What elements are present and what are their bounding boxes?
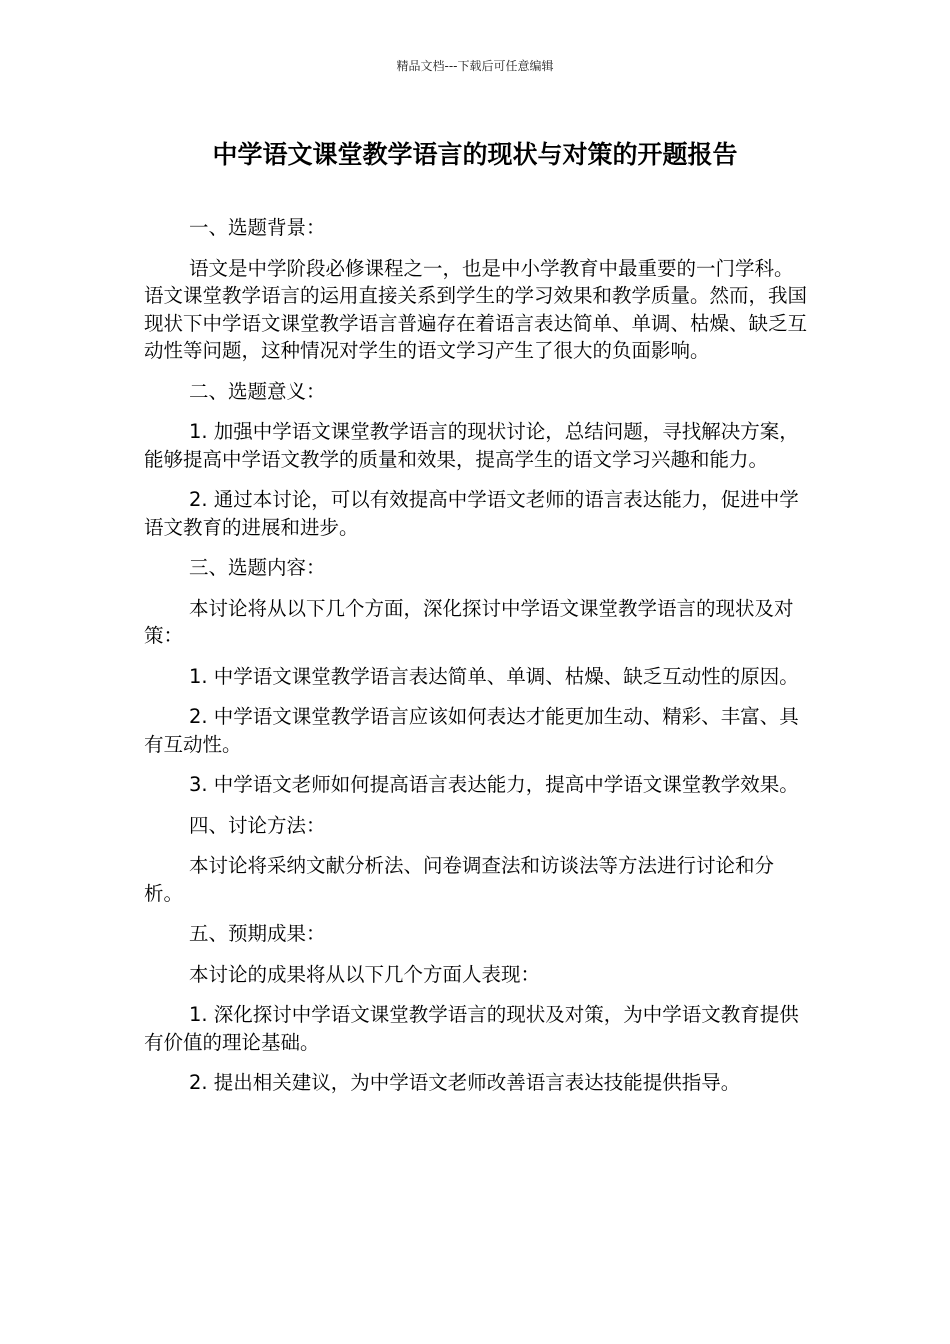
header-note: 精品文档---下载后可任意编辑 [396, 59, 554, 73]
list-item-content-3: 3. 中学语文老师如何提高语言表达能力，提高中学语文课堂教学效果。 [189, 773, 799, 796]
paragraph-outcomes-intro: 本讨论的成果将从以下几个方面人表现： [189, 962, 541, 986]
section-heading-significance: 二、选题意义： [189, 379, 326, 403]
section-heading-background: 一、选题背景： [189, 216, 326, 239]
list-item-content-2: 2. 中学语文课堂教学语言应该如何表达才能更加生动、精彩、丰富、具有互动性。 [144, 705, 799, 756]
section-heading-content: 三、选题内容： [189, 556, 326, 579]
section-heading-method: 四、讨论方法： [189, 813, 326, 837]
page-title: 中学语文课堂教学语言的现状与对策的开题报告 [212, 140, 738, 169]
document-body [144, 214, 808, 1110]
list-item-significance-2: 2. 通过本讨论，可以有效提高中学语文老师的语言表达能力，促进中学语文教育的进展和进步。 [144, 488, 799, 539]
paragraph-background: 语文是中学阶段必修课程之一，也是中小学教育中最重要的一门学科。语文课堂教学语言的运用直接关系到学生的学习效果和教学质量。然而，我国现状下中学语文课堂教学语言普遍存在着语言表达简单、单调、枯燥、缺乏互动性等问题，这种情况对学生的语文学习产生了很大的负面影响。 [144, 256, 808, 362]
section-heading-outcomes: 五、预期成果： [189, 922, 326, 945]
list-item-outcomes-2: 2. 提出相关建议，为中学语文老师改善语言表达技能提供指导。 [189, 1071, 741, 1094]
list-item-outcomes-1: 1. 深化探讨中学语文课堂教学语言的现状及对策，为中学语文教育提供有价值的理论基础。 [144, 1003, 799, 1054]
list-item-content-1: 1. 中学语文课堂教学语言表达简单、单调、枯燥、缺乏互动性的原因。 [189, 664, 799, 688]
paragraph-method: 本讨论将采纳文献分析法、问卷调查法和访谈法等方法进行讨论和分析。 [144, 854, 775, 905]
list-item-significance-1: 1. 加强中学语文课堂教学语言的现状讨论，总结问题，寻找解决方案，能够提高中学语文教学的质量和效果，提高学生的语文学习兴趣和能力。 [144, 420, 799, 471]
paragraph-content-intro: 本讨论将从以下几个方面，深化探讨中学语文课堂教学语言的现状及对策： [144, 596, 794, 647]
